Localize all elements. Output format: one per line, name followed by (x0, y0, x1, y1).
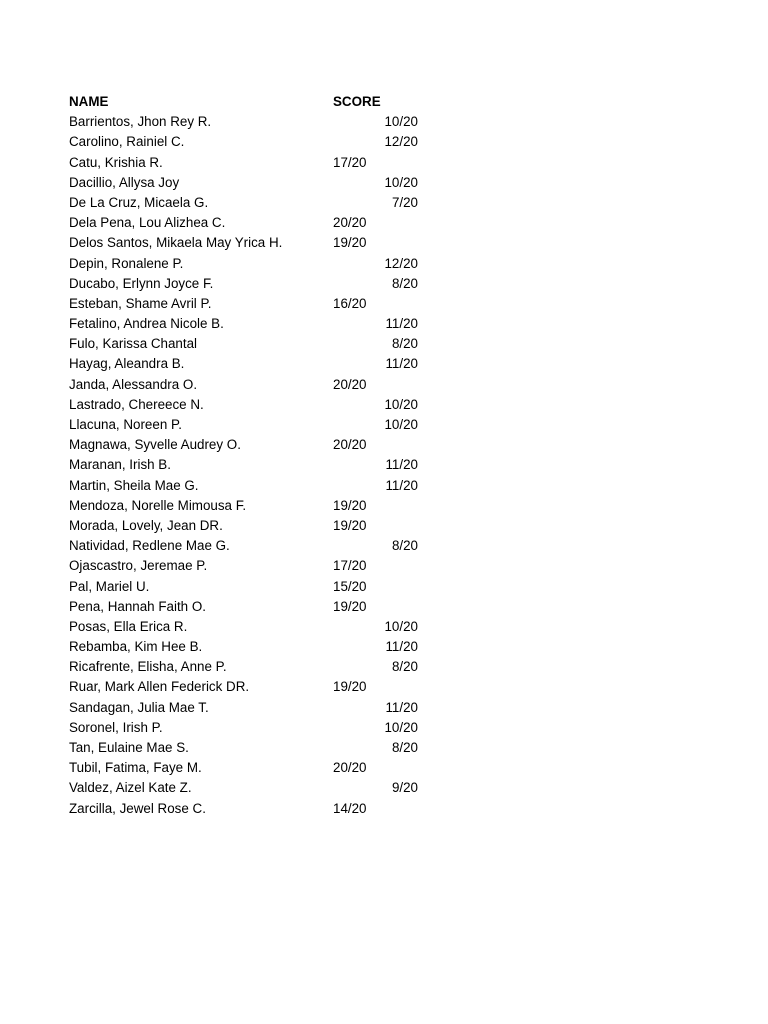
table-row (69, 718, 429, 738)
table-row (69, 415, 429, 435)
student-score: 11/20 (385, 699, 418, 715)
student-score: 11/20 (385, 457, 418, 473)
score-column-header: SCORE (333, 94, 381, 109)
student-score: 16/20 (333, 295, 367, 311)
table-row (69, 173, 429, 193)
student-score: 10/20 (384, 174, 418, 190)
student-name: Ruar, Mark Allen Federick DR. (69, 679, 250, 695)
student-score: 8/20 (391, 275, 418, 291)
student-name: Morada, Lovely, Jean DR. (69, 517, 223, 533)
student-name: Janda, Alessandra O. (69, 376, 198, 392)
student-score: 17/20 (333, 154, 367, 170)
student-name: Dacillio, Allysa Joy (69, 174, 180, 190)
student-score: 19/20 (333, 235, 367, 251)
student-score: 11/20 (385, 477, 418, 493)
student-name: Pal, Mariel U. (69, 578, 150, 594)
table-row (69, 677, 429, 697)
table-row (69, 193, 429, 213)
student-name: Fetalino, Andrea Nicole B. (69, 316, 224, 332)
table-row (69, 254, 429, 274)
student-name: Martin, Sheila Mae G. (69, 477, 199, 493)
student-score: 9/20 (391, 780, 418, 796)
student-name: De La Cruz, Micaela G. (69, 194, 209, 210)
student-name: Tubil, Fatima, Faye M. (69, 760, 202, 776)
table-row (69, 597, 429, 617)
student-name: Ojascastro, Jeremae P. (69, 558, 208, 574)
student-score: 8/20 (391, 336, 418, 352)
student-score: 7/20 (391, 194, 418, 210)
student-score: 11/20 (385, 639, 418, 655)
score-sheet (69, 92, 429, 819)
student-name: Pena, Hannah Faith O. (69, 598, 206, 614)
student-score: 19/20 (333, 497, 367, 513)
student-score: 19/20 (333, 598, 367, 614)
student-score: 12/20 (384, 134, 418, 150)
table-row (69, 577, 429, 597)
student-score: 10/20 (384, 114, 418, 130)
table-row (69, 496, 429, 516)
student-name: Dela Pena, Lou Alizhea C. (69, 215, 226, 231)
table-row (69, 778, 429, 798)
student-score: 20/20 (333, 215, 367, 231)
student-score: 11/20 (385, 316, 418, 332)
table-row (69, 314, 429, 334)
table-row (69, 455, 429, 475)
header-row (69, 92, 429, 112)
student-name: Ricafrente, Elisha, Anne P. (69, 659, 227, 675)
table-row (69, 799, 429, 819)
student-name: Natividad, Redlene Mae G. (69, 538, 230, 554)
table-row (69, 334, 429, 354)
table-row (69, 556, 429, 576)
student-score: 10/20 (384, 618, 418, 634)
table-row (69, 375, 429, 395)
table-row (69, 657, 429, 677)
student-name: Valdez, Aizel Kate Z. (69, 780, 192, 796)
table-row (69, 637, 429, 657)
student-name: Hayag, Aleandra B. (69, 356, 185, 372)
student-name: Sandagan, Julia Mae T. (69, 699, 209, 715)
table-row (69, 213, 429, 233)
student-name: Rebamba, Kim Hee B. (69, 639, 203, 655)
student-score: 17/20 (333, 558, 367, 574)
student-score: 15/20 (333, 578, 367, 594)
student-score: 10/20 (384, 396, 418, 412)
table-row (69, 476, 429, 496)
student-name: Soronel, Irish P. (69, 719, 163, 735)
student-name: Ducabo, Erlynn Joyce F. (69, 275, 214, 291)
table-row (69, 294, 429, 314)
student-score: 8/20 (391, 740, 418, 755)
student-name: Esteban, Shame Avril P. (69, 295, 212, 311)
student-score: 10/20 (384, 417, 418, 432)
student-score: 11/20 (385, 356, 418, 372)
student-name: Magnawa, Syvelle Audrey O. (69, 437, 241, 453)
student-name: Barrientos, Jhon Rey R. (69, 114, 212, 130)
student-name: Llacuna, Noreen P. (69, 417, 182, 432)
table-row (69, 738, 429, 758)
student-name: Carolino, Rainiel C. (69, 134, 185, 150)
table-row (69, 132, 429, 152)
student-score: 12/20 (384, 255, 418, 271)
student-score: 10/20 (384, 719, 418, 735)
table-row (69, 153, 429, 173)
student-score: 14/20 (333, 800, 367, 816)
table-row (69, 395, 429, 415)
student-score: 19/20 (333, 517, 367, 533)
student-name: Tan, Eulaine Mae S. (69, 740, 189, 755)
student-name: Delos Santos, Mikaela May Yrica H. (69, 235, 283, 251)
name-column-header: NAME (69, 94, 109, 109)
student-name: Depin, Ronalene P. (69, 255, 184, 271)
student-name: Mendoza, Norelle Mimousa F. (69, 497, 247, 513)
student-name: Lastrado, Chereece N. (69, 396, 204, 412)
table-row (69, 233, 429, 253)
student-score: 20/20 (333, 376, 367, 392)
student-name: Fulo, Karissa Chantal (69, 336, 198, 352)
student-score: 19/20 (333, 679, 367, 695)
student-name: Maranan, Irish B. (69, 457, 171, 473)
table-row (69, 435, 429, 455)
student-score: 8/20 (391, 659, 418, 675)
student-score: 8/20 (391, 538, 418, 554)
table-row (69, 354, 429, 374)
table-row (69, 758, 429, 778)
student-rows (69, 112, 429, 819)
student-name: Zarcilla, Jewel Rose C. (69, 800, 206, 816)
table-row (69, 698, 429, 718)
student-name: Posas, Ella Erica R. (69, 618, 188, 634)
table-row (69, 516, 429, 536)
student-score: 20/20 (333, 437, 367, 453)
table-row (69, 536, 429, 556)
table-row (69, 274, 429, 294)
student-name: Catu, Krishia R. (69, 154, 163, 170)
student-score: 20/20 (333, 760, 367, 776)
table-row (69, 112, 429, 132)
table-row (69, 617, 429, 637)
